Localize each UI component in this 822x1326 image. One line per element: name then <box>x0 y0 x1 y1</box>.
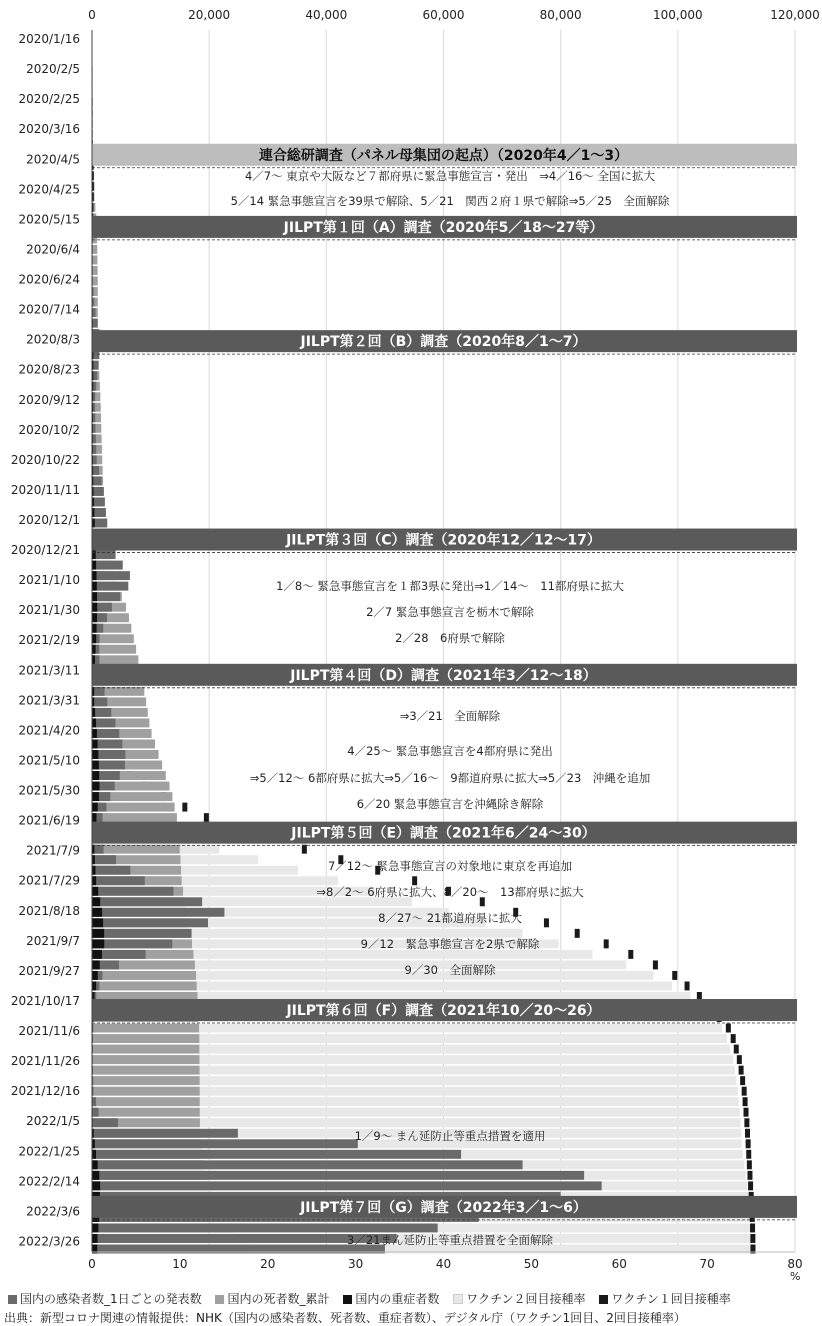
legend-swatch <box>215 1295 224 1304</box>
legend-item-infections <box>8 1290 202 1307</box>
event-annotation: ⇒8／2～ 6府県に拡大、8／20～ 13都府県に拡大 <box>316 885 584 899</box>
date-label: 2021/5/10 <box>18 753 80 767</box>
bar <box>92 845 180 854</box>
bar <box>92 855 116 864</box>
bar <box>685 981 690 990</box>
event-annotation: 5／14 緊急事態宣言を39県で解除、5／21 関西２府１県で解除⇒5／25 全面解除 <box>231 194 670 208</box>
date-label: 2022/1/5 <box>26 1114 80 1128</box>
bar <box>92 255 97 264</box>
bar <box>726 1024 731 1033</box>
date-label: 2021/2/19 <box>18 633 80 647</box>
bar <box>92 981 197 990</box>
legend-item-severe <box>343 1290 439 1307</box>
bar <box>653 960 658 969</box>
date-label: 2022/3/26 <box>18 1234 80 1248</box>
bar <box>92 1181 602 1190</box>
date-label: 2021/12/16 <box>11 1084 80 1098</box>
bar <box>92 1055 199 1064</box>
bar <box>737 1055 742 1064</box>
bottom-tick-label: 30 <box>348 1257 363 1271</box>
bar <box>92 1181 100 1190</box>
date-label: 2021/10/17 <box>11 994 80 1008</box>
bar <box>182 803 187 812</box>
bar <box>92 1066 200 1075</box>
bar <box>92 718 96 727</box>
bar <box>92 887 98 896</box>
bar <box>544 918 549 927</box>
bar <box>92 1171 584 1180</box>
bar <box>92 761 99 770</box>
bar <box>92 897 202 906</box>
bottom-tick-label: 10 <box>172 1257 187 1271</box>
bar <box>92 1129 238 1138</box>
event-annotation: 2／7 緊急事態宣言を栃木で解除 <box>366 605 534 619</box>
bar <box>92 971 196 980</box>
bar <box>92 929 104 938</box>
bar <box>92 876 96 885</box>
date-label: 2021/9/7 <box>26 934 80 948</box>
bar <box>92 582 97 591</box>
bar <box>92 929 192 938</box>
legend-item-vaccine-2nd <box>453 1290 585 1307</box>
bar <box>92 771 99 780</box>
bar <box>604 939 609 948</box>
date-label: 2020/2/5 <box>26 62 80 76</box>
bar <box>92 624 97 633</box>
survey-label: JILPT第４回（D）調査（2021年3／12～18） <box>289 667 596 684</box>
date-label: 2021/1/10 <box>18 573 80 587</box>
bar <box>92 571 97 580</box>
bar <box>92 1160 523 1169</box>
bottom-tick-label: 80 <box>787 1257 802 1271</box>
bar <box>92 582 128 591</box>
bar <box>92 1108 200 1117</box>
bar <box>92 792 99 801</box>
legend-label: 国内の死者数_累計 <box>227 1292 329 1306</box>
legend-swatch <box>8 1295 17 1304</box>
survey-label: JILPT第５回（E）調査（2021年6／24～30） <box>290 825 595 842</box>
bar <box>92 897 100 906</box>
event-annotation: 4／7～ 東京や大阪など７都府県に緊急事態宣言・発出 ⇒4／16～ 全国に拡大 <box>245 169 656 183</box>
bar <box>92 876 145 885</box>
top-tick-label: 0 <box>88 8 96 22</box>
legend-label: 国内の重症者数 <box>355 1292 439 1306</box>
bar <box>92 634 96 643</box>
survey-label: JILPT第２回（B）調査（2020年8／1～7） <box>299 333 586 350</box>
bar <box>92 1097 96 1106</box>
date-label: 2020/12/21 <box>11 543 80 557</box>
legend-label: ワクチン２回目接種率 <box>466 1292 585 1306</box>
bar <box>747 1160 752 1169</box>
date-label: 2020/3/16 <box>18 122 80 136</box>
bottom-tick-label: 70 <box>699 1257 714 1271</box>
bar <box>748 1181 753 1190</box>
event-annotation: 1／9～ まん延防止等重点措置を適用 <box>355 1129 546 1143</box>
event-annotation: ⇒3／21 全面解除 <box>400 709 501 723</box>
survey-label: JILPT第１回（A）調査（2020年5／18～27等） <box>283 219 604 236</box>
bar <box>92 739 98 748</box>
date-label: 2020/11/11 <box>11 483 80 497</box>
bar <box>746 1139 751 1148</box>
date-label: 2021/3/31 <box>18 693 80 707</box>
bar <box>744 1108 749 1117</box>
bar <box>92 613 97 622</box>
event-annotation: 6／20 緊急事態宣言を沖縄除き解除 <box>357 797 544 811</box>
bar <box>743 1097 748 1106</box>
bar <box>92 592 97 601</box>
bottom-tick-label: 20 <box>260 1257 275 1271</box>
bar <box>302 845 307 854</box>
bar <box>92 1118 118 1127</box>
legend-swatch <box>599 1295 608 1304</box>
bar <box>92 803 98 812</box>
bar <box>92 1171 99 1180</box>
date-label: 2020/8/3 <box>26 333 80 347</box>
bar <box>92 1139 358 1148</box>
date-label: 2021/11/6 <box>18 1024 80 1038</box>
bar <box>92 1150 96 1159</box>
bar <box>746 1150 751 1159</box>
legend-item-vaccine-1st <box>599 1290 730 1307</box>
bar <box>92 813 177 822</box>
legend-label: 国内の感染者数_1日ごとの発表数 <box>20 1292 202 1306</box>
bar <box>731 1034 736 1043</box>
legend-swatch <box>453 1294 463 1304</box>
date-label: 2020/10/22 <box>11 453 80 467</box>
bar <box>92 1223 98 1232</box>
date-label: 2020/12/1 <box>18 513 80 527</box>
bar <box>92 645 96 654</box>
bar <box>92 1045 199 1054</box>
date-label: 2021/6/19 <box>18 814 80 828</box>
survey-label: JILPT第３回（C）調査（2020年12／12～17） <box>285 532 601 549</box>
bar <box>92 319 98 328</box>
date-label: 2022/1/25 <box>18 1144 80 1158</box>
date-label: 2021/1/30 <box>18 603 80 617</box>
source-note: 出典：新型コロナ関連の情報提供：NHK（国内の感染者数、死者数、重症者数）、デジタル庁（ワクチン1回目、2回目接種率） <box>4 1309 686 1326</box>
date-label: 2020/10/2 <box>18 423 80 437</box>
bar <box>92 571 130 580</box>
bar <box>92 729 97 738</box>
event-annotation: 9／30 全面解除 <box>405 963 496 977</box>
date-label: 2020/7/14 <box>18 303 80 317</box>
date-label: 2021/7/29 <box>18 874 80 888</box>
bar <box>204 813 209 822</box>
event-annotation: 4／25～ 緊急事態宣言を4都府県に発出 <box>347 744 552 758</box>
event-annotation: 9／12 緊急事態宣言を2県で解除 <box>361 937 540 951</box>
top-tick-label: 80,000 <box>540 8 582 22</box>
bar <box>92 918 103 927</box>
survey-label: JILPT第６回（F）調査（2021年10／20～26） <box>285 1002 600 1019</box>
date-label: 2020/5/15 <box>18 212 80 226</box>
bar <box>92 561 96 570</box>
bar <box>92 960 100 969</box>
bar <box>750 1223 755 1232</box>
date-label: 2020/1/16 <box>18 32 80 46</box>
bar <box>92 1076 200 1085</box>
survey-label: JILPT第７回（G）調査（2022年3／1～6） <box>299 1199 587 1216</box>
bar <box>739 1066 744 1075</box>
bottom-tick-label: 60 <box>612 1257 627 1271</box>
bar <box>92 981 96 990</box>
bar <box>92 782 99 791</box>
date-label: 2020/6/4 <box>26 242 80 256</box>
bar <box>92 971 98 980</box>
bottom-tick-label: 50 <box>524 1257 539 1271</box>
bar <box>92 245 97 254</box>
bar <box>92 266 98 275</box>
top-tick-label: 120,000 <box>770 8 820 22</box>
series-0 <box>92 66 602 1253</box>
date-label: 2020/8/23 <box>18 363 80 377</box>
bar <box>92 277 98 286</box>
legend-item-deaths <box>215 1290 329 1307</box>
bar <box>92 1024 199 1033</box>
bar <box>92 750 98 759</box>
bar <box>734 1045 739 1054</box>
bar <box>672 971 677 980</box>
top-tick-label: 60,000 <box>423 8 465 22</box>
survey-label: 連合総研調査（パネル母集団の起点）（2020年4／1～3） <box>258 147 628 164</box>
date-label: 2020/4/5 <box>26 152 80 166</box>
date-label: 2021/5/30 <box>18 784 80 798</box>
bar <box>92 1234 98 1243</box>
date-label: 2021/7/9 <box>26 844 80 858</box>
date-label: 2022/3/6 <box>26 1204 80 1218</box>
date-label: 2020/2/25 <box>18 92 80 106</box>
bar <box>92 487 104 496</box>
top-tick-label: 20,000 <box>188 8 230 22</box>
bar <box>92 908 102 917</box>
bar <box>92 1087 200 1096</box>
bar <box>92 1097 200 1106</box>
bar <box>575 929 580 938</box>
bar <box>92 813 96 822</box>
bar <box>740 1076 745 1085</box>
event-annotation: 2／28 6府県で解除 <box>395 631 505 645</box>
bar <box>92 866 95 875</box>
bottom-tick-label: 0 <box>88 1257 96 1271</box>
bar <box>92 561 123 570</box>
date-label: 2022/2/14 <box>18 1174 80 1188</box>
bar <box>628 950 633 959</box>
bar <box>412 876 417 885</box>
legend-label: ワクチン１回目接種率 <box>611 1292 730 1306</box>
event-annotation: 8／27～ 21都道府県に拡大 <box>378 911 522 925</box>
event-annotation: 1／8～ 緊急事態宣言を１都3県に発出⇒1／14～ 11都府県に拡大 <box>276 579 624 593</box>
percent-axis-unit: % <box>790 1270 800 1283</box>
bar <box>92 1160 98 1169</box>
date-label: 2021/11/26 <box>11 1054 80 1068</box>
bar <box>92 918 208 927</box>
bar <box>92 603 97 612</box>
date-label: 2021/4/20 <box>18 723 80 737</box>
bottom-tick-label: 40 <box>436 1257 451 1271</box>
event-annotation: 7／12～ 緊急事態宣言の対象地に東京を再追加 <box>328 859 572 873</box>
bar <box>92 950 102 959</box>
bar <box>92 1150 461 1159</box>
bar <box>747 1171 752 1180</box>
bar <box>92 697 107 706</box>
bar <box>742 1087 747 1096</box>
bar <box>92 1223 438 1232</box>
date-label: 2020/6/24 <box>18 273 80 287</box>
date-label: 2020/4/25 <box>18 182 80 196</box>
bar <box>744 1118 749 1127</box>
event-annotation: 3／21まん延防止等重点措置を全面解除 <box>347 1233 553 1247</box>
top-tick-label: 40,000 <box>305 8 347 22</box>
date-label: 2021/9/27 <box>18 964 80 978</box>
bar <box>92 887 173 896</box>
bar <box>750 1234 755 1243</box>
bar <box>92 908 224 917</box>
bars-group <box>92 66 755 1253</box>
legend-swatch <box>343 1295 352 1304</box>
bar <box>92 1108 99 1117</box>
bar <box>92 1034 199 1043</box>
legend <box>8 1290 820 1307</box>
event-annotation: ⇒5／12～ 6都府県に拡大⇒5／16～ 9都道府県に拡大⇒5／23 沖縄を追加 <box>250 771 651 785</box>
bar <box>745 1129 750 1138</box>
bar <box>92 939 104 948</box>
bar <box>92 476 102 485</box>
date-label: 2020/9/12 <box>18 393 80 407</box>
bar <box>92 550 96 559</box>
bar <box>92 866 130 875</box>
top-tick-label: 100,000 <box>653 8 703 22</box>
date-label: 2021/8/18 <box>18 904 80 918</box>
date-label: 2021/3/11 <box>18 663 80 677</box>
